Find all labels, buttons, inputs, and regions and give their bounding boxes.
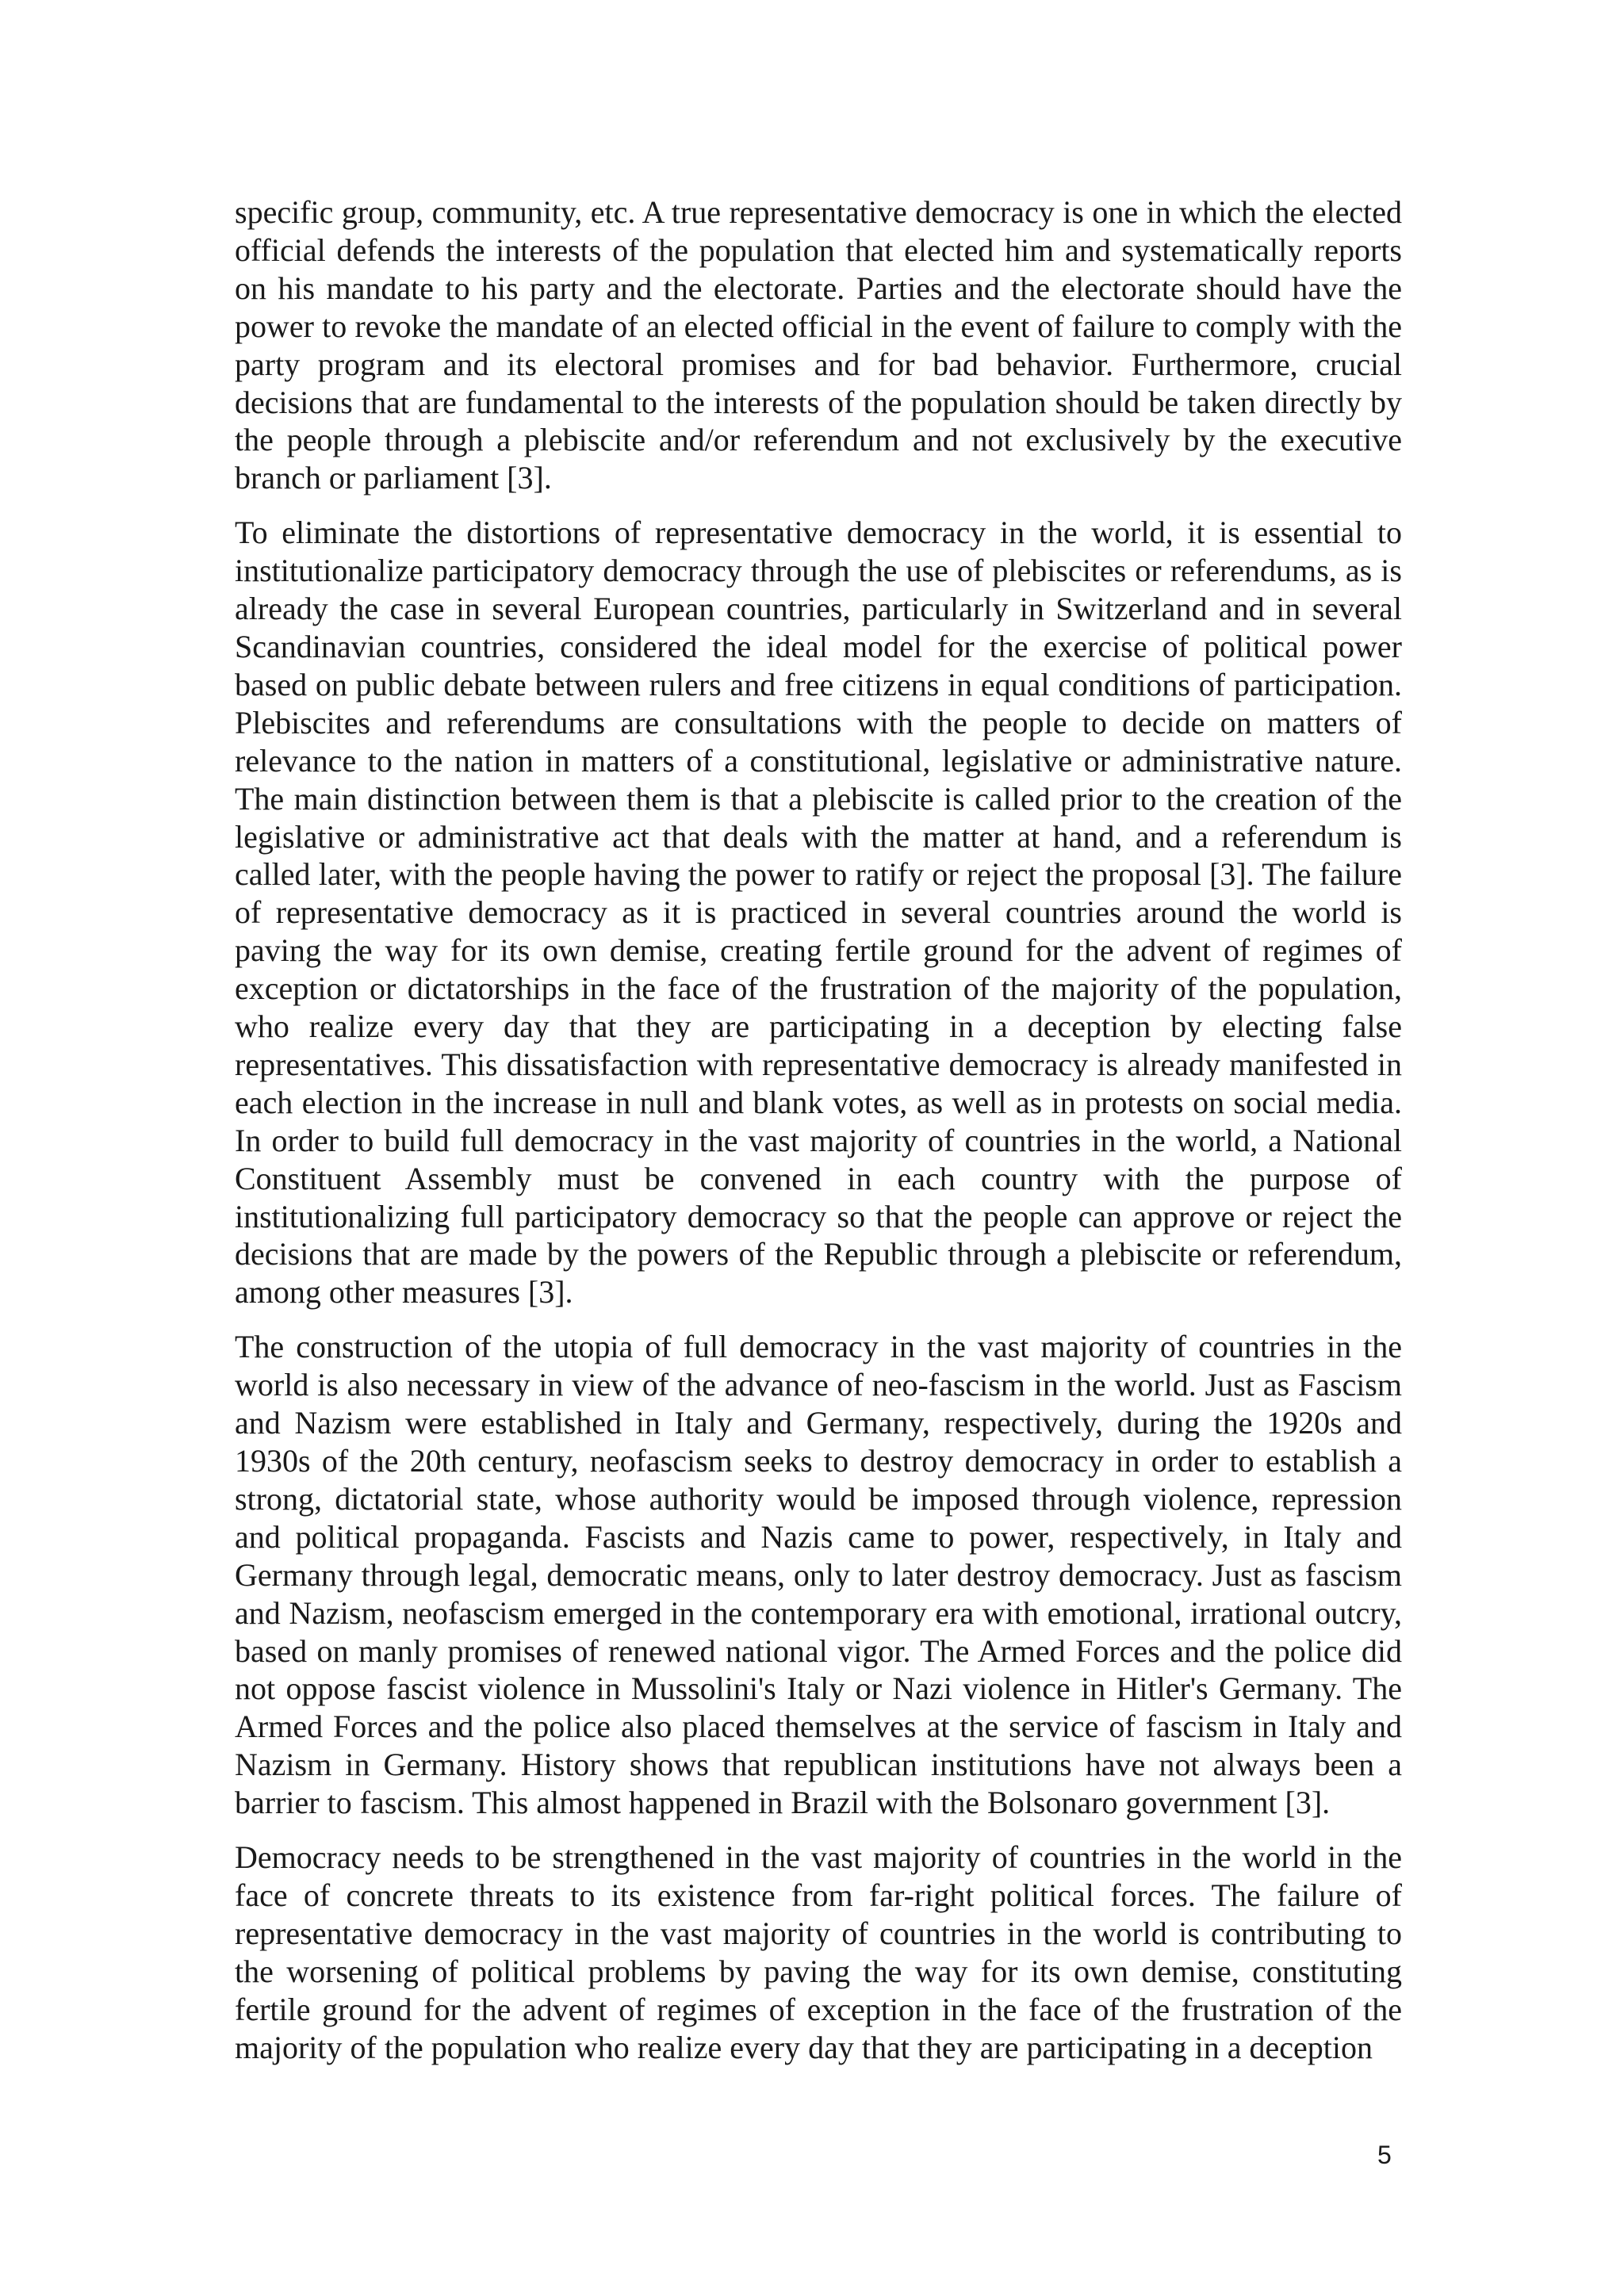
paragraph-strengthen-democracy: Democracy needs to be strengthened in the vast majority of countries in the world in the face of concrete threats to its existence from far-right political forces. The failure of representative democracy in the vast majority of countries in the world is contributing to the worsening of political problems by paving the way for its own demise, constituting fertile ground for the advent of regimes of exception in the face of the frustration of the majority of the population who realize every day that they are participating in a deception xyxy=(235,1839,1402,2065)
paragraph-representative-democracy: specific group, community, etc. A true representative democracy is one in which the elected official defends the interests of the population that elected him and systematically reports on his mandate to his party and the electorate. Parties and the electorate should have the power to revoke the mandate of an elected official in the event of failure to comply with the party program and its electoral promises and for bad behavior. Furthermore, crucial decisions that are fundamental to the interests of the population should be taken directly by the people through a plebiscite and/or referendum and not exclusively by the executive branch or parliament [3]. xyxy=(235,194,1402,496)
paragraph-neofascism: The construction of the utopia of full democracy in the vast majority of countries in the world is also necessary in view of the advance of neo-fascism in the world. Just as Fascism and Nazism were established in Italy and Germany, respectively, during the 1920s and 1930s of the 20th century, neofascism seeks to destroy democracy in order to establish a strong, dictatorial state, whose authority would be imposed through violence, repression and political propaganda. Fascists and Nazis came to power, respectively, in Italy and Germany through legal, democratic means, only to later destroy democracy. Just as fascism and Nazism, neofascism emerged in the contemporary era with emotional, irrational outcry, based on manly promises of renewed national vigor. The Armed Forces and the police did not oppose fascist violence in Mussolini's Italy or Nazi violence in Hitler's Germany. The Armed Forces and the police also placed themselves at the service of fascism in Italy and Nazism in Germany. History shows that republican institutions have not always been a barrier to fascism. This almost happened in Brazil with the Bolsonaro government [3]. xyxy=(235,1329,1402,1821)
paragraph-participatory-democracy: To eliminate the distortions of representative democracy in the world, it is essential to institutionalize participatory democracy through the use of plebiscites or referendums, as is already the case in several European countries, particularly in Switzerland and in several Scandinavian countries, considered the ideal model for the exercise of political power based on public debate between rulers and free citizens in equal conditions of participation. Plebiscites and referendums are consultations with the people to decide on matters of relevance to the nation in matters of a constitutional, legislative or administrative nature. The main distinction between them is that a plebiscite is called prior to the creation of the legislative or administrative act that deals with the matter at hand, and a referendum is called later, with the people having the power to ratify or reject the proposal [3]. The failure of representative democracy as it is practiced in several countries around the world is paving the way for its own demise, creating fertile ground for the advent of regimes of exception or dictatorships in the face of the frustration of the majority of the population, who realize every day that they are participating in a deception by electing false representatives. This dissatisfaction with representative democracy is already manifested in each election in the increase in null and blank votes, as well as in protests on social media. In order to build full democracy in the vast majority of countries in the world, a National Constituent Assembly must be convened in each country with the purpose of institutionalizing full participatory democracy so that the people can approve or reject the decisions that are made by the powers of the Republic through a plebiscite or referendum, among other measures [3]. xyxy=(235,515,1402,1311)
body-text xyxy=(235,193,1402,2084)
page-number: 5 xyxy=(1377,2141,1392,2169)
